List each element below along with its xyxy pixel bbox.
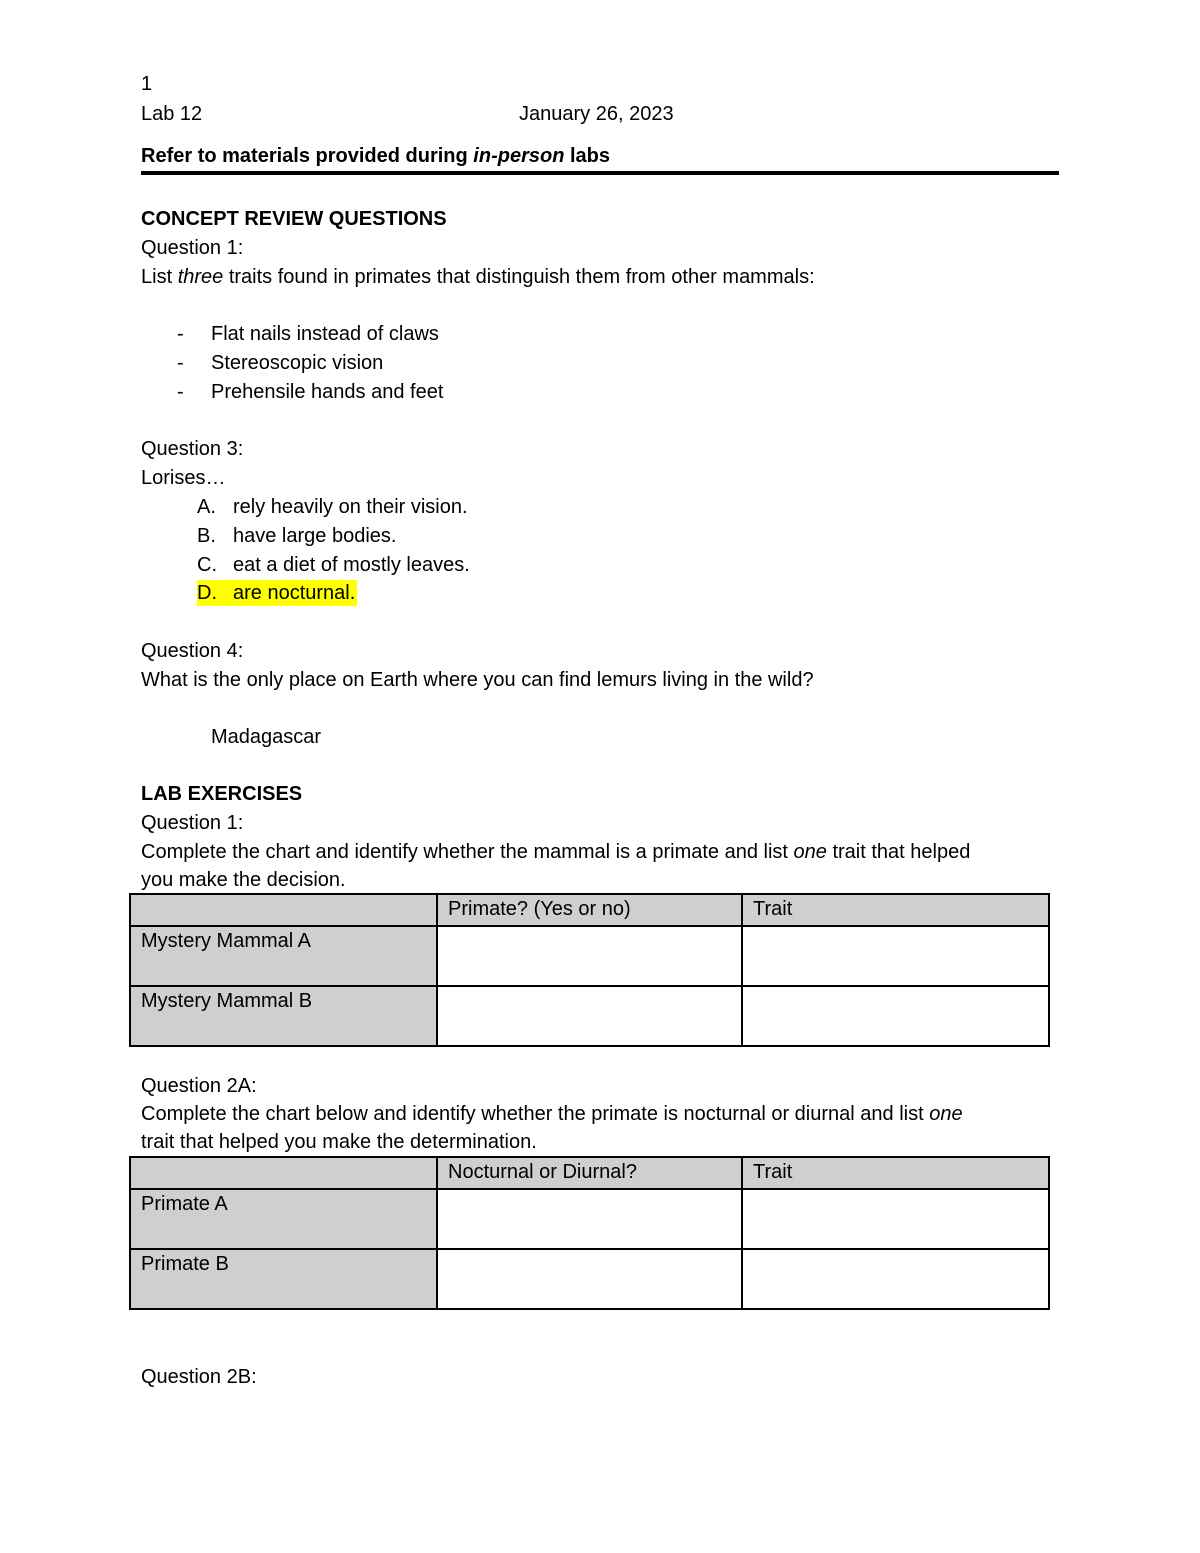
table-row xyxy=(130,1249,1049,1309)
notice-suffix: labs xyxy=(564,145,610,167)
table-header-cell xyxy=(130,1157,437,1189)
cr-q4-answer: Madagascar xyxy=(211,726,322,748)
option-letter: C. xyxy=(197,554,217,576)
option-letter: A. xyxy=(197,496,216,518)
notice-line xyxy=(141,143,610,169)
le-q2b-label: Question 2B: xyxy=(141,1366,257,1388)
bullet-dash: - xyxy=(177,352,184,374)
le-q1-prompt-post: trait that helped xyxy=(826,841,971,863)
cr-q1-prompt-pre: List xyxy=(141,266,178,288)
cr-q3-label: Question 3: xyxy=(141,438,244,460)
cr-q1-answer-2: Stereoscopic vision xyxy=(211,352,384,374)
option-text: have large bodies. xyxy=(233,525,397,547)
le-q2a-prompt xyxy=(141,1101,963,1127)
bullet-dash: - xyxy=(177,323,184,345)
cr-q1-label: Question 1: xyxy=(141,237,244,259)
answer-cell[interactable] xyxy=(437,986,742,1046)
cr-q1-answer-1: Flat nails instead of claws xyxy=(211,323,439,345)
answer-cell[interactable] xyxy=(437,1189,742,1249)
row-label-cell: Mystery Mammal A xyxy=(130,926,437,986)
table-header-cell: Nocturnal or Diurnal? xyxy=(437,1157,742,1189)
table-row xyxy=(130,926,1049,986)
nocturnal-diurnal-table xyxy=(129,1156,1050,1310)
table-header-cell: Primate? (Yes or no) xyxy=(437,894,742,926)
lab-exercises-heading: LAB EXERCISES xyxy=(141,783,303,805)
cr-q1-prompt xyxy=(141,264,815,290)
cr-q4-label: Question 4: xyxy=(141,640,244,662)
answer-cell[interactable] xyxy=(742,926,1049,986)
row-label-cell: Primate B xyxy=(130,1249,437,1309)
cr-q4-prompt: What is the only place on Earth where you can find lemurs living in the wild? xyxy=(141,669,814,691)
row-label-cell: Mystery Mammal B xyxy=(130,986,437,1046)
option-letter: B. xyxy=(197,525,216,547)
cr-q3-option-d-highlighted xyxy=(197,580,357,606)
table-header-row xyxy=(130,1157,1049,1189)
cr-q3-option-c xyxy=(197,552,470,578)
le-q2a-prompt-em: one xyxy=(929,1103,963,1125)
table-header-row xyxy=(130,894,1049,926)
option-letter: D. xyxy=(197,582,217,604)
answer-cell[interactable] xyxy=(742,1249,1049,1309)
table-header-cell xyxy=(130,894,437,926)
le-q1-label: Question 1: xyxy=(141,812,244,834)
cr-q1-prompt-em: three xyxy=(177,266,224,288)
lab-title: Lab 12 xyxy=(141,103,203,125)
table-row xyxy=(130,986,1049,1046)
answer-cell[interactable] xyxy=(437,926,742,986)
le-q1-prompt-line2: you make the decision. xyxy=(141,869,346,891)
le-q1-prompt-em: one xyxy=(793,841,827,863)
option-text: are nocturnal. xyxy=(233,582,356,604)
primate-identification-table xyxy=(129,893,1050,1047)
option-text: eat a diet of mostly leaves. xyxy=(233,554,470,576)
page-number: 1 xyxy=(141,73,153,95)
cr-q1-prompt-post: traits found in primates that distinguish them from other mammals: xyxy=(223,266,815,288)
cr-q1-answer-3: Prehensile hands and feet xyxy=(211,381,444,403)
lab-date: January 26, 2023 xyxy=(519,103,674,125)
cr-q3-option-b xyxy=(197,523,396,549)
le-q1-prompt xyxy=(141,839,970,865)
answer-cell[interactable] xyxy=(742,1189,1049,1249)
le-q2a-prompt-pre: Complete the chart below and identify whether the primate is nocturnal or diurnal and list xyxy=(141,1103,930,1125)
notice-emphasis: in-person xyxy=(473,145,565,167)
le-q1-prompt-pre: Complete the chart and identify whether the mammal is a primate and list xyxy=(141,841,794,863)
bullet-dash: - xyxy=(177,381,184,403)
header-divider xyxy=(141,171,1059,175)
le-q2a-prompt-line2: trait that helped you make the determination. xyxy=(141,1131,537,1153)
answer-cell[interactable] xyxy=(437,1249,742,1309)
answer-cell[interactable] xyxy=(742,986,1049,1046)
row-label-cell: Primate A xyxy=(130,1189,437,1249)
concept-review-heading: CONCEPT REVIEW QUESTIONS xyxy=(141,208,447,230)
option-text: rely heavily on their vision. xyxy=(233,496,468,518)
notice-prefix: Refer to materials provided during xyxy=(141,145,474,167)
table-row xyxy=(130,1189,1049,1249)
table-header-cell: Trait xyxy=(742,1157,1049,1189)
table-header-cell: Trait xyxy=(742,894,1049,926)
cr-q3-option-a xyxy=(197,494,468,520)
cr-q3-stem: Lorises… xyxy=(141,467,226,489)
le-q2a-label: Question 2A: xyxy=(141,1075,257,1097)
